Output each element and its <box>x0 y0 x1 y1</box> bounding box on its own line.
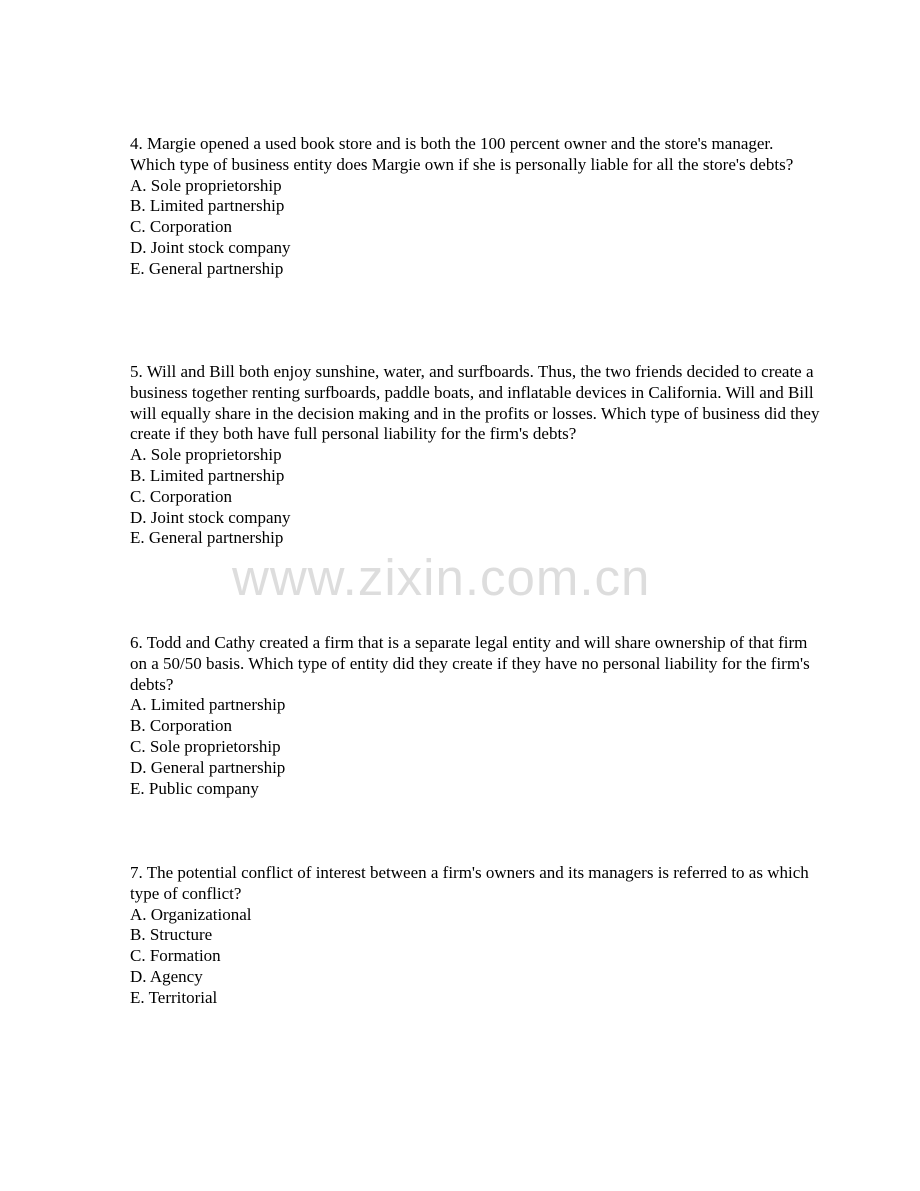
question-7-option-e: E. Territorial <box>130 987 218 1007</box>
question-5-option-b: B. Limited partnership <box>130 465 285 485</box>
question-5 <box>130 362 820 549</box>
watermark: www.zixin.com.cn <box>232 549 651 606</box>
question-4 <box>130 134 820 280</box>
question-4-option-c: C. Corporation <box>130 217 232 237</box>
question-5-text: 5. Will and Bill both enjoy sunshine, water, and surfboards. Thus, the two friends decided to create a business together renting surfboards, paddle boats, and inflatable devices in California. Will and Bill will equally share in the decision making and in the profits or losses. Which type of business did they create if they both have full personal liability for the firm's debts? <box>130 362 820 444</box>
question-6-option-d: D. General partnership <box>130 757 286 777</box>
question-7-text: 7. The potential conflict of interest between a firm's owners and its managers is referred to as which type of conflict? <box>130 863 809 903</box>
question-6-text: 6. Todd and Cathy created a firm that is a separate legal entity and will share ownership of that firm on a 50/50 basis. Which type of entity did they create if they have no personal liability for the firm's debts? <box>130 633 810 694</box>
question-4-option-a: A. Sole proprietorship <box>130 175 282 195</box>
question-6-option-e: E. Public company <box>130 778 259 798</box>
question-7-option-a: A. Organizational <box>130 904 252 924</box>
question-4-option-d: D. Joint stock company <box>130 237 291 257</box>
question-5-option-c: C. Corporation <box>130 486 232 506</box>
question-6-option-c: C. Sole proprietorship <box>130 736 281 756</box>
question-5-option-e: E. General partnership <box>130 528 284 548</box>
question-7-option-d: D. Agency <box>130 966 203 986</box>
question-4-option-b: B. Limited partnership <box>130 196 285 216</box>
question-5-option-d: D. Joint stock company <box>130 507 291 527</box>
question-7 <box>130 863 820 1009</box>
question-6 <box>130 633 820 799</box>
question-5-option-a: A. Sole proprietorship <box>130 445 282 465</box>
question-6-option-b: B. Corporation <box>130 716 232 736</box>
question-7-option-c: C. Formation <box>130 946 221 966</box>
question-4-option-e: E. General partnership <box>130 258 284 278</box>
question-7-option-b: B. Structure <box>130 925 213 945</box>
question-6-option-a: A. Limited partnership <box>130 695 286 715</box>
question-4-text: 4. Margie opened a used book store and is both the 100 percent owner and the store's manager. Which type of business entity does Margie own if she is personally liable for all the store's debts? <box>130 134 794 174</box>
